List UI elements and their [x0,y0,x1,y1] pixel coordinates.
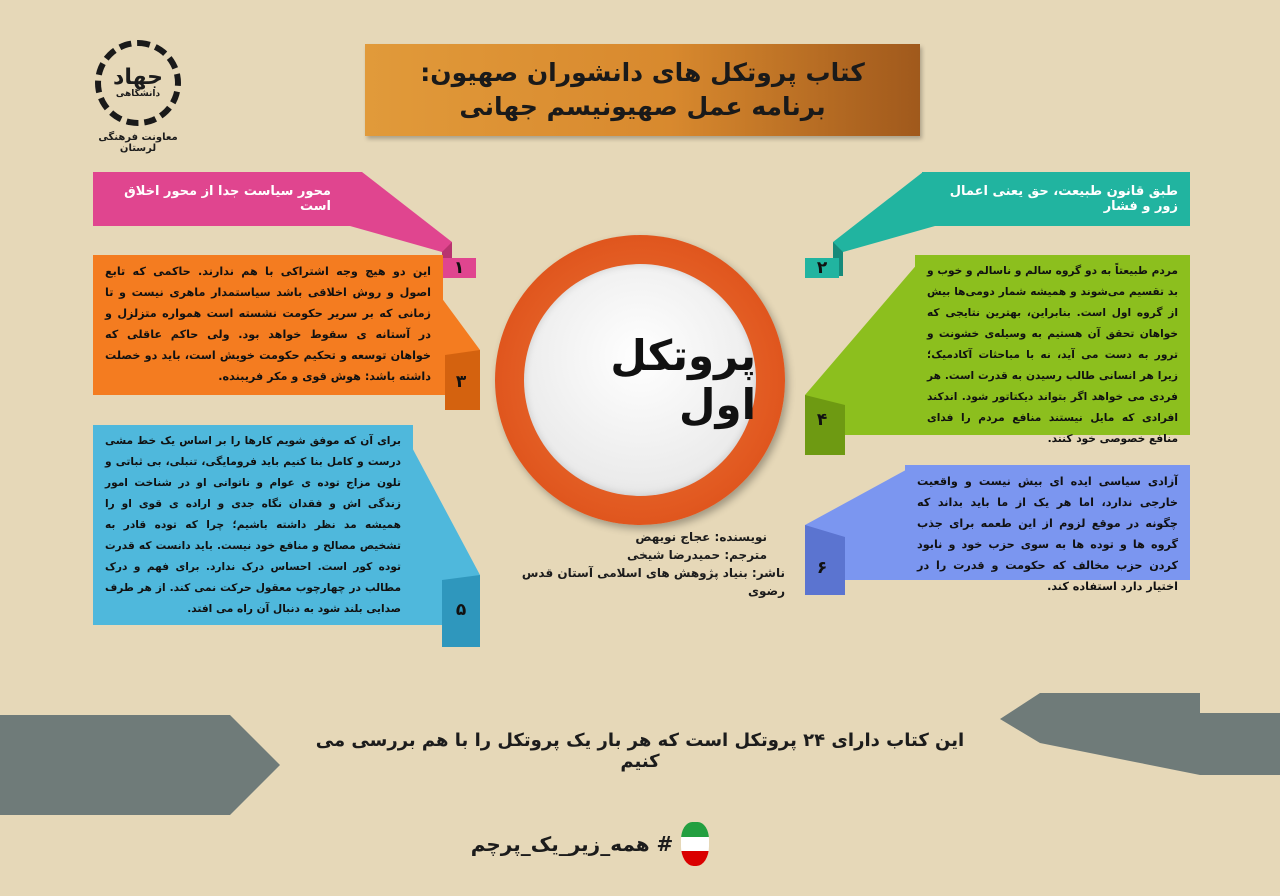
item-5-text: برای آن که موفق شویم کارها را بر اساس یک خط مشی درست و کامل بنا کنیم باید فرومایگی، تنبلی، بی ثباتی و تلون مزاج توده ی عوام و ناتوانی او در شناخت امور زندگی اش و فقدان نگاه جدی و اراده ی قوی او را همیشه مد نظر داشته باشیم؛ چرا که توده قادر به تشخیص مصالح و منافع خود نیست. باید دانست که قدرت توده کور است. احساس درک ندارد. برای فهم و درک مطالب در چهارچوب معقول حرکت نمی کند. از هر طرف صدایی بلند شود به دنبال آن راه می افتد. [93,425,413,625]
logo-sub-text: دانشگاهی [115,89,161,99]
book-credits [495,528,785,600]
item-4-number: ۴ [816,410,828,430]
logo-caption: معاونت فرهنگی لرستان [98,132,178,154]
publisher-line: ناشر: بنیاد پژوهش های اسلامی آستان قدس رضوی [521,566,785,598]
author-line: نویسنده: عجاج نویهض [635,530,767,544]
title-banner [365,44,920,136]
item-1-number: ۱ [442,258,476,278]
item-2-header [922,172,1190,226]
right-gray-arrow [1000,693,1280,775]
item-5-number: ۵ [455,600,467,620]
left-gray-arrow [0,715,285,815]
logo [88,40,188,160]
item-1-header [93,172,343,226]
translator-line: مترجم: حمیدرضا شیخی [626,548,767,562]
item-6-text: آزادی سیاسی ایده ای بیش نیست و واقعیت خارجی ندارد، اما هر یک از ما باید بداند که چگونه در موقع لزوم از این طعمه برای جذب گروه ها و توده ها به سوی حزب خود و نابود کردن حزب مخالف که حکومت و قدرت را در اختیار دارد استفاده کند. [905,465,1190,580]
item-1-header-text: محور سیاست جدا از محور اخلاق است [124,184,331,214]
center-title: پروتکل اول [610,331,756,429]
item-2-header-text: طبق قانون طبیعت، حق یعنی اعمال زور و فشار [949,184,1178,214]
item-3-number: ۳ [455,372,467,392]
logo-emblem-icon [95,40,181,126]
logo-main-text: جهاد [113,65,163,90]
hashtag-row [420,822,760,866]
title-line-2: برنامه عمل صهیونیسم جهانی [459,92,826,121]
item-4-text: مردم طبیعتاً به دو گروه سالم و ناسالم و خوب و بد تقسیم می‌شوند و همیشه شمار دومی‌ها بیش از گروه اول است. بنابراین، بهترین نتایجی که خواهان تحقق آن هستیم به وسیله‌ی خشونت و ترور به دست می آید، نه با مباحثات آکادمیک؛ زیرا هر انسانی طالب رسیدن به قدرت است. هر فردی می خواهد اگر بتواند دیکتاتور شود. اندکند افرادی که مایل نیستند منافع مردم را فدای منافع خصوصی خود کنند. [915,255,1190,435]
item-3-text: این دو هیچ وجه اشتراکی با هم ندارند. حاکمی که تابع اصول و روش اخلاقی باشد سیاستمدار ماهری نیست و تا زمانی که بر سریر حکومت نشسته است همواره متزلزل و در آستانه ی سقوط خواهد بود. ولی حاکم عاقلی که خواهان توسعه و تحکیم حکومت خویش است، باید دو خصلت داشته باشد: هوش قوی و مکر فریبنده. [93,255,443,395]
center-disc [524,264,756,496]
item-2-number: ۲ [805,258,839,278]
title-line-1: کتاب پروتکل های دانشوران صهیون: [420,58,865,87]
iran-flag-icon [681,822,709,866]
hashtag-text: # همه_زیر_یک_پرچم [470,832,674,856]
item-6-number: ۶ [816,558,828,578]
footer-note: این کتاب دارای ۲۴ پروتکل است که هر بار یک پروتکل را با هم بررسی می کنیم [315,730,965,772]
